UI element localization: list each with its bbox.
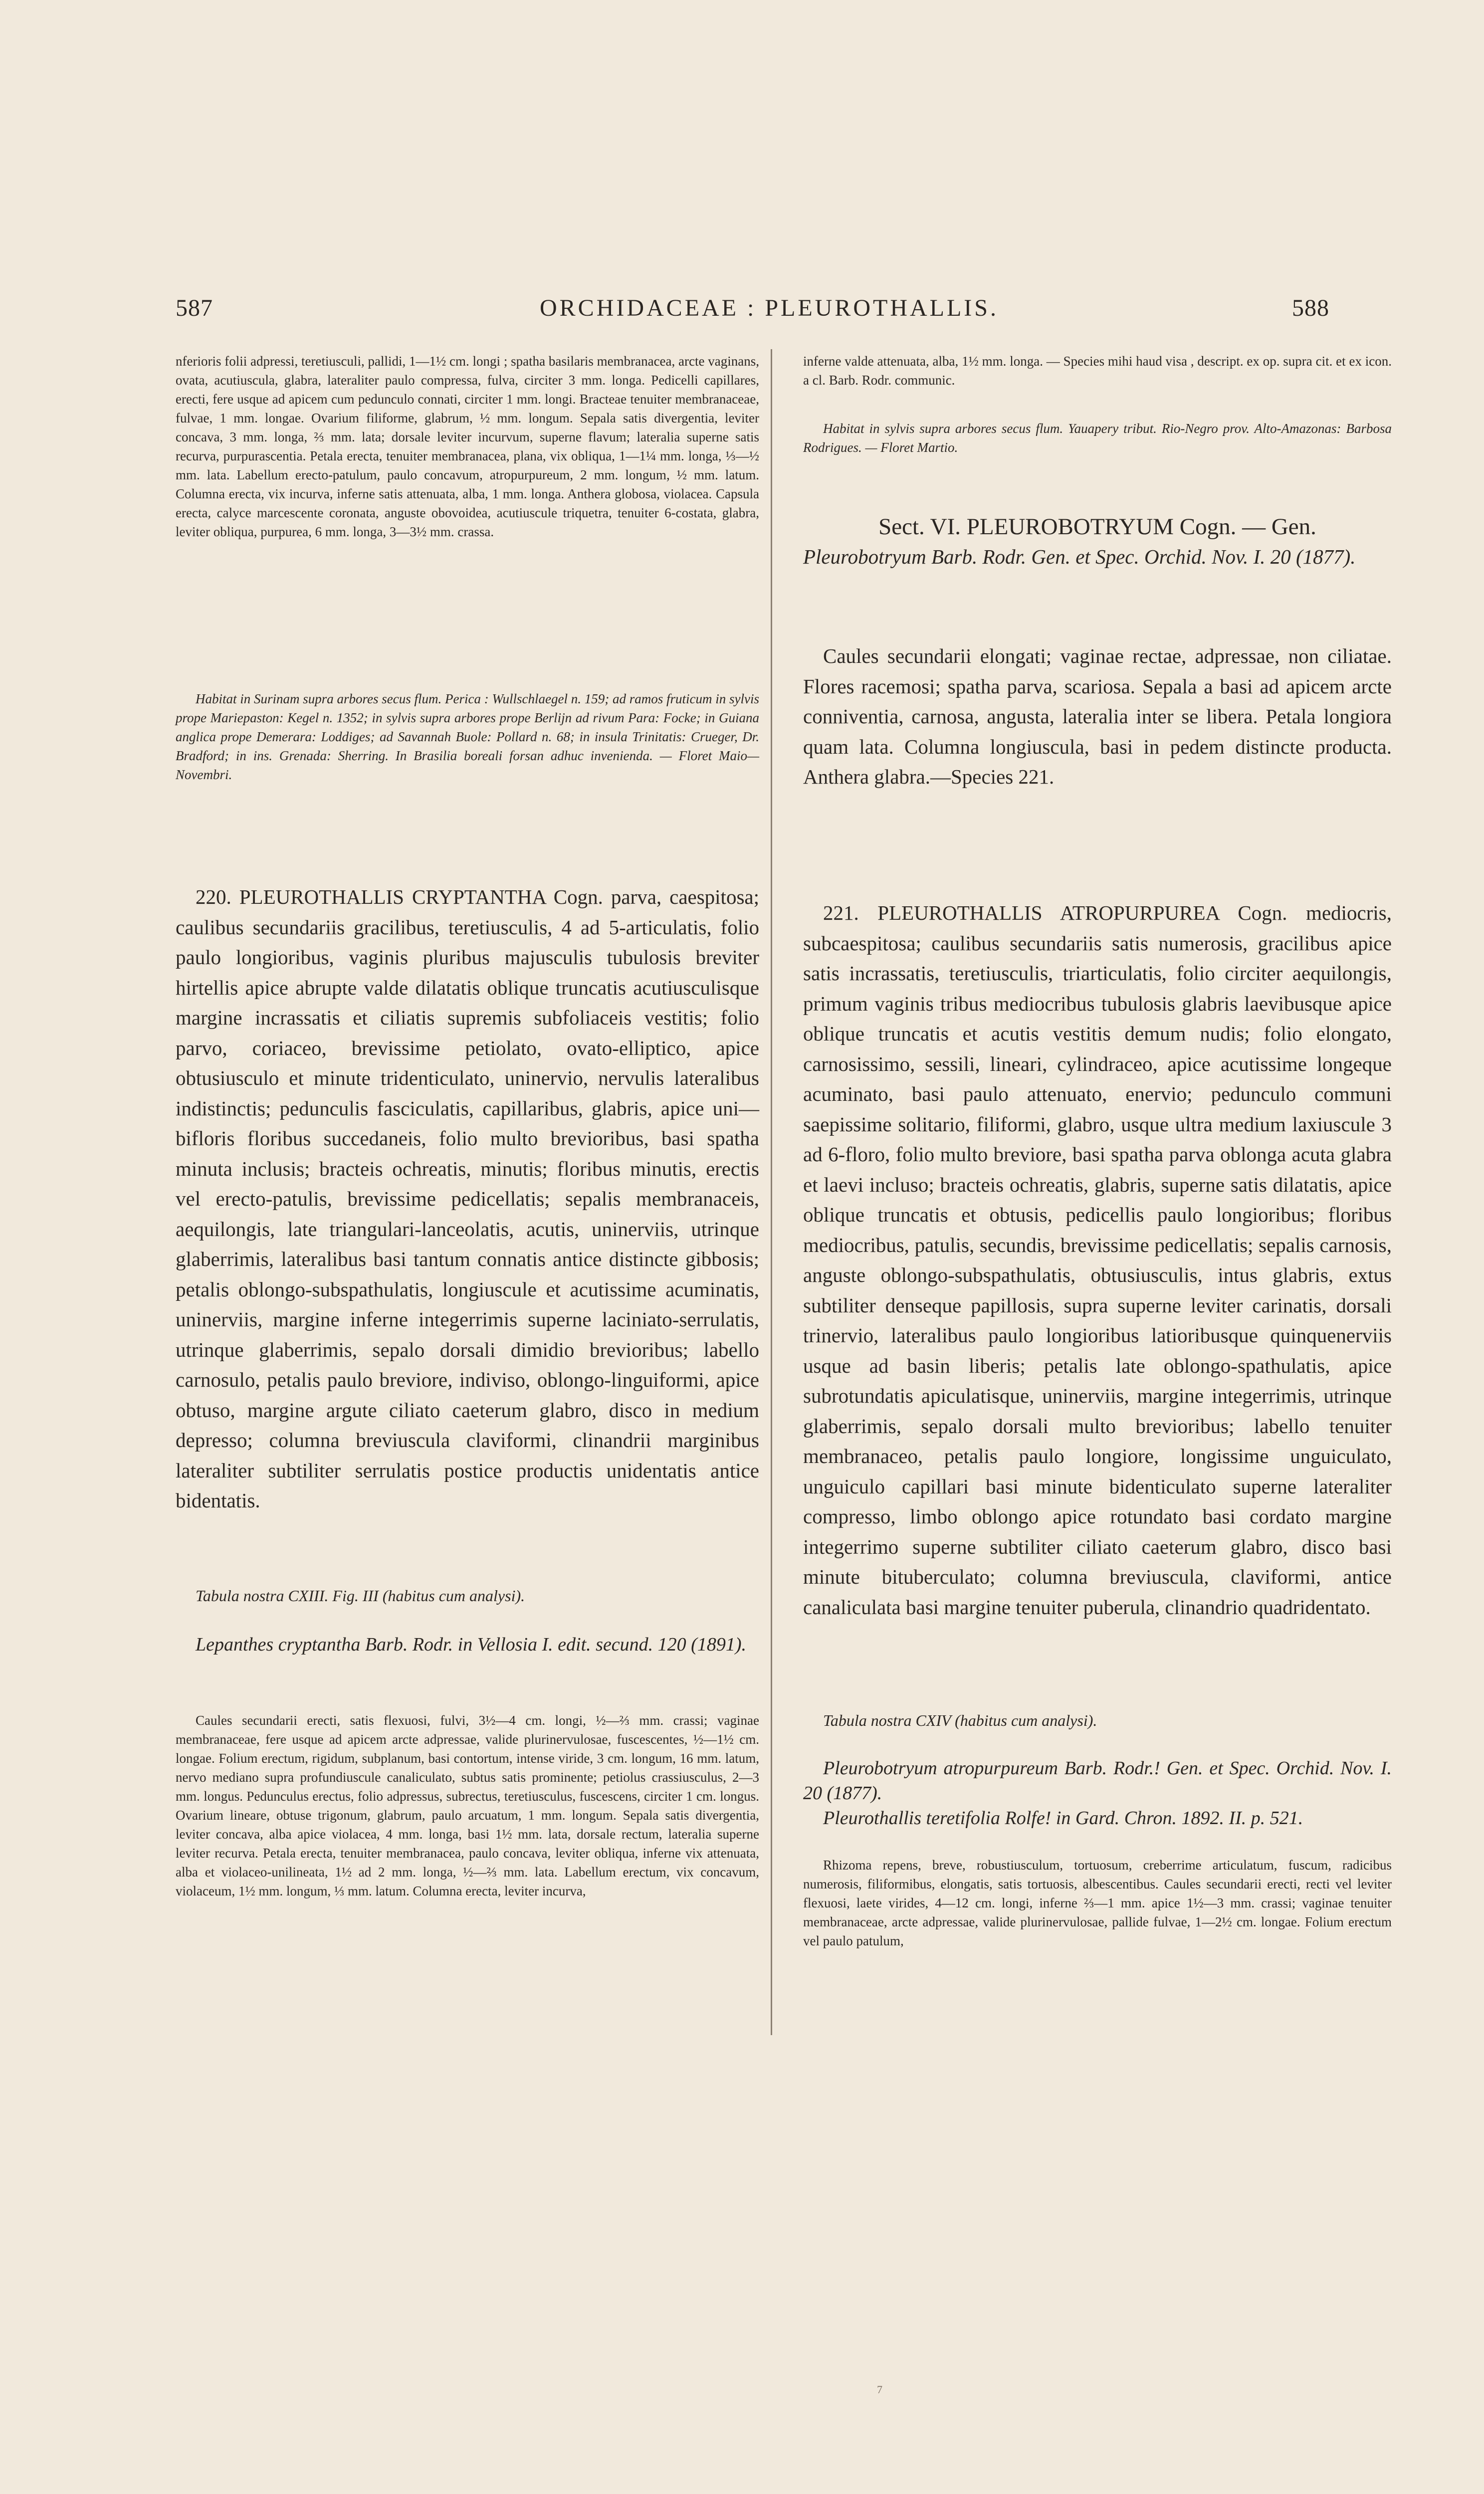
section-vi-heading: Sect. VI. PLEUROBOTRYUM Cogn. — Gen. xyxy=(878,514,1316,540)
continued-description: nferioris folii adpressi, teretiusculi, pallidi, 1—1½ cm. longi ; spatha basilaris membranacea, arcte vaginans, ovata, acutiuscula, glabra, lateraliter paulo compressa, fulva, circiter 3 mm. longa. Pedicelli capillares, erecti, fere usque ad apicem cum pedunculo connati, circiter 1 mm. longi. Bracteae tenuiter membranaceae, fulvae, 1 mm. longae. Ovarium filiforme, glabrum, ½ mm. longum. Sepala satis divergentia, leviter concava, 3 mm. longa, ⅔ mm. lata; dorsale leviter incurvum, superne flavum; lateralia superne satis recurva, purpurascentia. Petala erecta, tenuiter membranacea, plana, vix obliqua, 1—1¼ mm. longa, ⅓—½ mm. lata. Labellum erecto-patulum, paulo concavum, atropurpureum, 2 mm. longum, ½ mm. latum. Columna erecta, vix incurva, inferne satis attenuata, alba, 1 mm. longa. Anthera globosa, violacea. Capsula erecta, calyce marcescente coronata, anguste obovoidea, acutiuscule triquetra, tenuiter 6-costata, glabra, leviter obliqua, purpurea, 6 mm. longa, 3—3½ mm. crassa. xyxy=(176,354,759,539)
right-habitat-block xyxy=(803,419,1392,457)
synonym-221-a: Pleurobotryum atropurpureum Barb. Rodr.! Gen. et Spec. Orchid. Nov. I. 20 (1877). xyxy=(803,1758,1392,1804)
species-221-description: mediocris, subcaespitosa; caulibus secundariis satis numerosis, gracilibus apice satis incrassatis, teretiusculis, triarticulatis, folio circiter aequilongis, primum vaginis tribus mediocribus tubulosis glabris laevibusque apice oblique truncatis et acutis vestitis demum nudis; folio elongato, carnosissimo, sessili, lineari, cylindraceo, apice acutissime longeque acuminato, basi paulo attenuato, enervio; pedunculo communi saepissime solitario, filiformi, glabro, usque ultra medium laxiuscule 3 ad 6-floro, folio multo breviore, basi spatha parva oblonga acuta glabra et laevi incluso; bracteis ochreatis, glabris, superne satis dilatatis, apice oblique truncatis et obtusis, pedicellis paulo longioribus; floribus mediocribus, patulis, secundis, brevissime pedicellatis; sepalis carnosis, anguste oblongo-subspathulatis, obtusiusculis, intus glabris, extus subtiliter denseque papillosis, supra superne leviter carinatis, dorsali trinervio, lateralibus paulo longioribus latioribusque quinquenerviis usque ad basin liberis; petalis late oblongo-spathulatis, apice subrotundatis apiculatisque, uninerviis, margine integerrimis, utrinque glaberrimis, sepalo dorsali multo brevioribus; labello tenuiter membranaceo, petalis paulo longiore, longissime unguiculato, unguiculo capillari basi minute bidenticulato superne lateraliter compresso, limbo oblongo apice rotundato basi cordato margine integerrimo superne subtiliter ciliato caeterum glabro, disco basi minute bituberculato; columna breviuscula, claviformi, antice canaliculata basi margine tenuiter puberula, clinandrio quadridentato. xyxy=(803,901,1392,1619)
synonym-220-block xyxy=(176,1632,759,1657)
right-column-top xyxy=(803,352,1392,390)
left-page-number: 587 xyxy=(176,295,213,321)
synonym-220: Lepanthes cryptantha Barb. Rodr. in Vellosia I. edit. secund. 120 (1891). xyxy=(196,1634,746,1655)
species-220-description: parva, caespitosa; caulibus secundariis gracilibus, teretiusculis, 4 ad 5-articulatis, folio paulo longioribus, vaginis pluribus majusculis tubulosis breviter hirtellis apice abrupte valde dilatatis oblique truncatis acutiusculisque margine incrassatis et ciliatis supremis subfoliaceis vestitis; folio parvo, coriaceo, brevissime petiolato, ovato-elliptico, apice obtusiusculo et minute tridenticulato, uninervio, nervulis lateralibus indistinctis; pedunculis fasciculatis, capillaribus, glabris, apice uni—bifloris floribus succedaneis, folio multo brevioribus, basi spatha minuta inclusis; bracteis ochreatis, minutis; floribus minutis, erectis vel erecto-patulis, brevissime pedicellatis; sepalis membranaceis, aequilongis, late triangulari-lanceolatis, acutis, uninerviis, utrinque glaberrimis, lateralibus basi tantum connatis antice distincte gibbosis; petalis oblongo-subspathulatis, longiuscule et acutissime acuminatis, uninerviis, margine inferne integerrimis superne laciniato-serrulatis, utrinque glaberrimis, sepalo dorsali dimidio brevioribus; labello carnosulo, petalis paulo breviore, indiviso, oblongo-linguiformi, apice obtuso, margine argute ciliato caeterum glabro, disco in medium depresso; columna breviuscula claviformi, clinandrii marginibus lateraliter subtiliter serrulatis postice productis unidentatis antice bidentatis. xyxy=(176,885,759,1512)
section-vi-description-block xyxy=(803,641,1392,792)
synonym-221-b: Pleurothallis teretifolia Rolfe! in Gard. Chron. 1892. II. p. 521. xyxy=(823,1808,1303,1829)
species-221-block xyxy=(803,898,1392,1622)
right-page-number: 588 xyxy=(1292,295,1329,321)
species-221-heading: 221. PLEUROTHALLIS ATROPURPUREA Cogn. xyxy=(823,901,1287,924)
detail-221-block xyxy=(803,1856,1392,1950)
page-mark: 7 xyxy=(877,2383,882,2396)
tabula-114: Tabula nostra CXIV (habitus cum analysi). xyxy=(823,1711,1097,1729)
section-vi-description: Caules secundarii elongati; vaginae rectae, adpressae, non ciliatae. Flores racemosi; spatha parva, scariosa. Sepala a basi ad apicem arcte conniventia, carnosa, angusta, lateralia inter se libera. Petala longiora quam lata. Columna longiuscula, basi in pedem distincte producta. Anthera glabra.—Species 221. xyxy=(803,644,1392,788)
species-221-paragraph xyxy=(803,898,1392,1622)
synonyms-221-block xyxy=(803,1756,1392,1831)
left-column xyxy=(176,352,759,541)
tabula-113: Tabula nostra CXIII. Fig. III (habitus cum analysi). xyxy=(196,1587,525,1605)
section-vi-block xyxy=(803,511,1392,571)
section-vi-reference: Pleurobotryum Barb. Rodr. Gen. et Spec. Orchid. Nov. I. 20 (1877). xyxy=(803,545,1356,568)
species-220-paragraph xyxy=(176,882,759,1516)
running-title: ORCHIDACEAE : PLEUROTHALLIS. xyxy=(540,295,999,321)
tabula-113-block xyxy=(176,1586,759,1605)
tabula-114-block xyxy=(803,1711,1392,1730)
detail-220-block xyxy=(176,1711,759,1900)
species-220-heading: 220. PLEUROTHALLIS CRYPTANTHA Cogn. xyxy=(196,885,603,908)
left-habitat-block xyxy=(176,689,759,784)
habitat-note: Habitat in Surinam supra arbores secus flum. Perica : Wullschlaegel n. 159; ad ramos fruticum in sylvis prope Mariepaston: Kegel n. 1352; in sylvis supra arbores prope Berlijn ad rivum Para: Focke; in Guiana anglica prope Demerara: Loddiges; ad Savannah Buole: Pollard n. 68; in insula Trinitatis: Crueger, Dr. Bradford; in ins. Grenada: Sherring. In Brasilia boreali forsan adhuc invenienda. — Floret Maio—Novembri. xyxy=(176,691,759,782)
right-habitat-note: Habitat in sylvis supra arbores secus flum. Yauapery tribut. Rio-Negro prov. Alto-Amazonas: Barbosa Rodrigues. — Floret Martio. xyxy=(803,421,1392,455)
right-continued-description: inferne valde attenuata, alba, 1½ mm. longa. — Species mihi haud visa , descript. ex op. supra cit. et ex icon. a cl. Barb. Rodr. communic. xyxy=(803,354,1392,388)
column-divider xyxy=(771,349,772,2035)
species-220-block xyxy=(176,882,759,1516)
detail-221-description: Rhizoma repens, breve, robustiusculum, tortuosum, creberrime articulatum, fuscum, radicibus numerosis, filiformibus, elongatis, satis tortuosis, albescentibus. Caules secundarii erecti, recti vel leviter flexuosi, laete virides, 4—12 cm. longi, inferne ⅔—1 mm. apice 1½—3 mm. crassi; vaginae tenuiter membranaceae, arcte adpressae, valide plurinervulosae, pallide fulvae, 1—2½ cm. longae. Folium erectum vel paulo patulum, xyxy=(803,1858,1392,1948)
detail-220-description: Caules secundarii erecti, satis flexuosi, fulvi, 3½—4 cm. longi, ½—⅔ mm. crassi; vaginae membranaceae, fere usque ad apicem arcte adpressae, valide plurinervulosae, fuscescentes, ½—1½ cm. longae. Folium erectum, rigidum, subplanum, basi contortum, intense viride, 3 cm. longum, 16 mm. latum, nervo mediano supra profundiuscule canaliculato, subtus satis prominente; petiolus crassiusculus, 2—3 mm. longus. Pedunculus erectus, folio adpressus, subrectus, teretiusculus, fuscescens, circiter 1 cm. longus. Ovarium lineare, obtuse trigonum, glabrum, paulo arcuatum, 1 mm. longum. Sepala satis divergentia, leviter concava, alba apice violacea, 4 mm. longa, basi 1½ mm. lata, dorsale rectum, lateralia superne leviter recurva. Petala erecta, tenuiter membranacea, paulo concava, leviter obliqua, inferne vix attenuata, alba et violaceo-unilineata, 1½ ad 2 mm. longa, ½—⅔ mm. lata. Labellum erectum, vix concavum, violaceum, 1½ mm. longum, ⅓ mm. latum. Columna erecta, leviter incurva, xyxy=(176,1713,759,1898)
